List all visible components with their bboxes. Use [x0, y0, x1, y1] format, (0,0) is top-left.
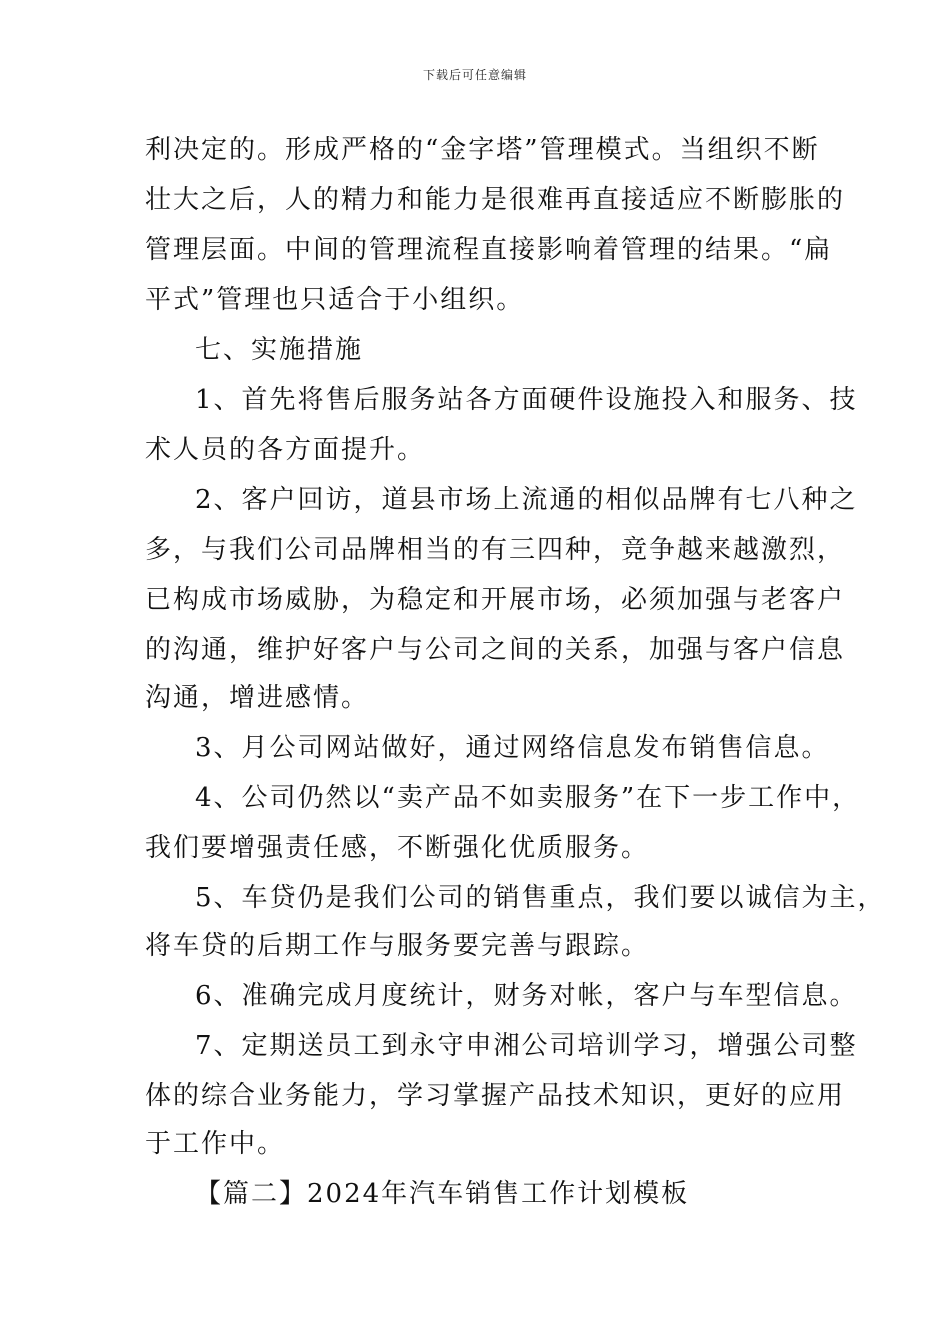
body-line: 我们要增强责任感，不断强化优质服务。 — [145, 833, 650, 863]
list-item: 3、月公司网站做好，通过网络信息发布销售信息。 — [195, 733, 830, 763]
section-heading: 七、实施措施 — [195, 335, 364, 365]
body-line: 平式”管理也只适合于小组织。 — [145, 285, 525, 315]
body-line: 术人员的各方面提升。 — [145, 435, 426, 465]
list-item: 7、定期送员工到永守申湘公司培训学习，增强公司整 — [195, 1031, 858, 1061]
list-item: 4、公司仍然以“卖产品不如卖服务”在下一步工作中， — [195, 783, 861, 813]
body-line: 多，与我们公司品牌相当的有三四种，竞争越来越激烈， — [145, 535, 846, 565]
body-line: 沟通，增进感情。 — [145, 683, 370, 713]
page-header: 下载后可任意编辑 — [422, 68, 527, 82]
body-line: 体的综合业务能力，学习掌握产品技术知识，更好的应用 — [145, 1081, 846, 1111]
list-item: 1、首先将售后服务站各方面硬件设施投入和服务、技 — [195, 385, 858, 415]
body-line: 管理层面。中间的管理流程直接影响着管理的结果。“扁 — [145, 235, 833, 265]
body-line: 的沟通，维护好客户与公司之间的关系，加强与客户信息 — [145, 635, 846, 665]
list-item: 5、车贷仍是我们公司的销售重点，我们要以诚信为主， — [195, 883, 886, 913]
list-item: 6、准确完成月度统计，财务对帐，客户与车型信息。 — [195, 981, 858, 1011]
body-line: 壮大之后，人的精力和能力是很难再直接适应不断膨胀的 — [145, 185, 846, 215]
body-line: 于工作中。 — [145, 1129, 286, 1159]
list-item: 2、客户回访，道县市场上流通的相似品牌有七八种之 — [195, 485, 858, 515]
section-title: 【篇二】2024年汽车销售工作计划模板 — [195, 1179, 690, 1209]
body-line: 利决定的。形成严格的“金字塔”管理模式。当组织不断 — [145, 135, 820, 165]
body-line: 将车贷的后期工作与服务要完善与跟踪。 — [145, 931, 650, 961]
body-line: 已构成市场威胁，为稳定和开展市场，必须加强与老客户 — [145, 585, 846, 615]
